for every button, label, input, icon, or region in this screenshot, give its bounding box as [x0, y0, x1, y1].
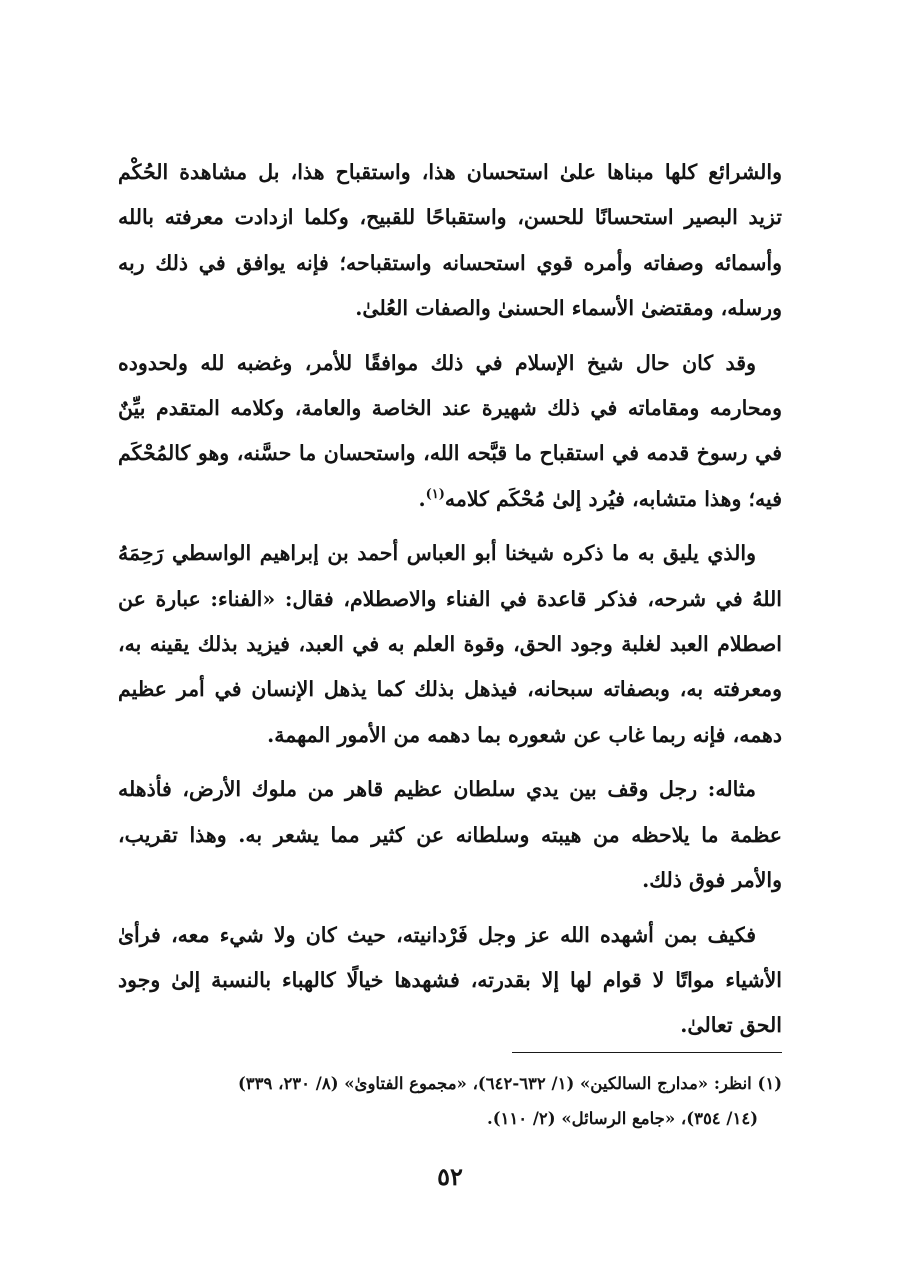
footnote-line-1: (١) انظر: «مدارج السالكين» (١/ ٦٣٢-٦٤٢)، «مجموع الفتاوىٰ» (٨/ ٢٣٠، ٣٣٩) [237, 1074, 782, 1093]
paragraph-2-text: وقد كان حال شيخ الإسلام في ذلك موافقًا للأمر، وغضبه لله ولحدوده ومحارمه ومقاماته في ذلك شهيرة عند الخاصة والعامة، وكلامه المتقدم بيِّنٌ في رسوخ قدمه في استقباح ما قبَّحه الله، واستحسان ما حسَّنه، وهو كالمُحْكَم فيه؛ وهذا متشابه، فيُرد إلىٰ مُحْكَم كلامه [118, 350, 782, 511]
paragraph-5: فكيف بمن أشهده الله عز وجل فَرْدانيته، حيث كان ولا شيء معه، فرأىٰ الأشياء مواتًا لا قوام لها إلا بقدرته، فشهدها خيالًا كالهباء بالنسبة إلىٰ وجود الحق تعالىٰ. [118, 922, 782, 1038]
paragraph-1: والشرائع كلها مبناها علىٰ استحسان هذا، واستقباح هذا، بل مشاهدة الحُكْم تزيد البصير استحسانًا للحسن، واستقباحًا للقبيح، وكلما ازدادت معرفته بالله وأسمائه وصفاته وأمره قوي استحسانه واستقباحه؛ فإنه يوافق في ذلك ربه ورسله، ومقتضىٰ الأسماء الحسنىٰ والصفات العُلىٰ. [118, 160, 782, 321]
paragraph-3: والذي يليق به ما ذكره شيخنا أبو العباس أحمد بن إبراهيم الواسطي رَحِمَهُ اللهُ في شرحه، فذكر قاعدة في الفناء والاصطلام، فقال: «الفناء: عبارة عن اصطلام العبد لغلبة وجود الحق، وقوة العلم به في العبد، فيزيد بذلك يقينه به، ومعرفته به، وبصفاته سبحانه، فيذهل بذلك كما يذهل الإنسان في أمر عظيم دهمه، فإنه ربما غاب عن شعوره بما دهمه من الأمور المهمة. [118, 541, 782, 747]
footnote-separator [512, 1052, 782, 1053]
footnote [118, 1066, 782, 1136]
body-text [118, 150, 782, 1058]
page-number: ٥٢ [437, 1162, 463, 1191]
footnote-reference[interactable]: (١) [425, 487, 445, 503]
paragraph-2-tail: . [418, 486, 426, 511]
paragraph-4: مثاله: رجل وقف بين يدي سلطان عظيم قاهر من ملوك الأرض، فأذهله عظمة ما يلاحظه من هيبته وسلطانه عن كثير مما يشعر به. وهذا تقريب، والأمر فوق ذلك. [118, 777, 782, 893]
paragraph-2 [118, 341, 782, 523]
footnote-line-2: (١٤/ ٣٥٤)، «جامع الرسائل» (٢/ ١١٠). [486, 1109, 758, 1128]
